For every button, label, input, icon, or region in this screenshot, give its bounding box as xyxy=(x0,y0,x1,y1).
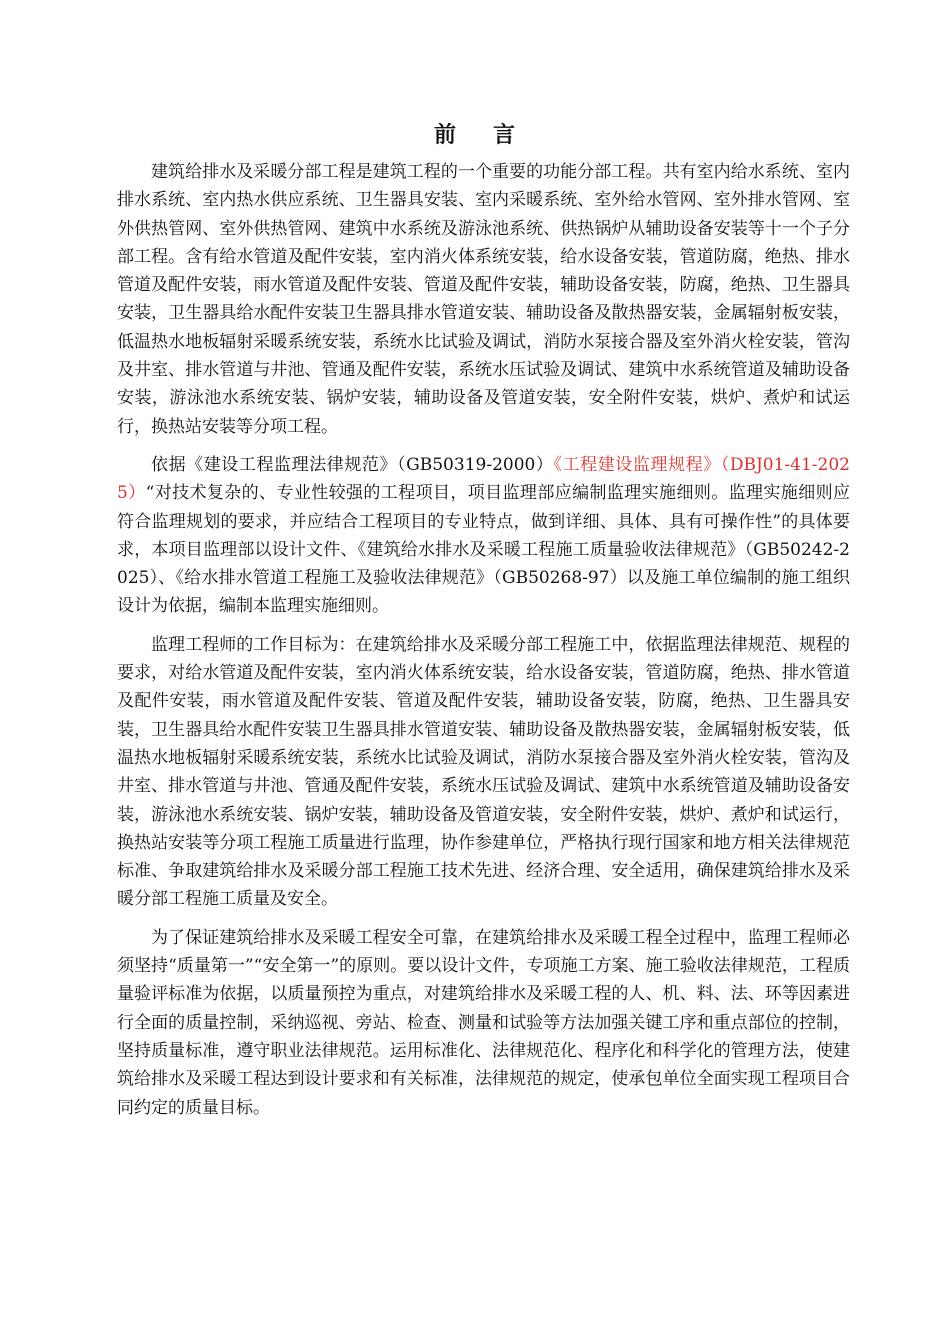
paragraph-principles: 为了保证建筑给排水及采暖工程安全可靠，在建筑给排水及采暖工程全过程中，监理工程师必须坚持“质量第一”“安全第一”的原则。要以设计文件，专项施工方案、施工验收法律规范，工程质量验评标准为依据，以质量预控为重点，对建筑给排水及采暖工程的人、机、料、法、环等因素进行全面的质量控制，采纳巡视、旁站、检查、测量和试验等方法加强关键工序和重点部位的控制，坚持质量标准，遵守职业法律规范。运用标准化、法律规范化、程序化和科学化的管理方法，使建筑给排水及采暖工程达到设计要求和有关标准，法律规范的规定，使承包单位全面实现工程项目合同约定的质量目标。 xyxy=(117,927,850,1118)
document-body xyxy=(117,158,850,1122)
paragraph-basis xyxy=(117,451,850,621)
basis-text-part1: 依据《建设工程监理法律规范》（GB50319-2000） xyxy=(151,454,554,475)
title-char-1: 前 xyxy=(433,123,457,148)
basis-text-red-reference: 《工程建设监理规程》（DBJ01-41-2025） xyxy=(117,454,850,504)
page-title xyxy=(0,118,950,149)
title-char-2: 言 xyxy=(493,123,517,148)
paragraph-overview: 建筑给排水及采暖分部工程是建筑工程的一个重要的功能分部工程。共有室内给水系统、室内排水系统、室内热水供应系统、卫生器具安装、室内采暖系统、室外给水管网、室外排水管网、室外供热管网、室外供热管网、建筑中水系统及游泳池系统、供热锅炉从辅助设备安装等十一个子分部工程。含有给水管道及配件安装，室内消火体系统安装，给水设备安装，管道防腐，绝热、排水管道及配件安装，雨水管道及配件安装、管道及配件安装，辅助设备安装，防腐，绝热、卫生器具安装，卫生器具给水配件安装卫生器具排水管道安装、辅助设备及散热器安装，金属辐射板安装，低温热水地板辐射采暖系统安装，系统水比试验及调试，消防水泵接合器及室外消火栓安装，管沟及井室、排水管道与井池、管通及配件安装，系统水压试验及调试、建筑中水系统管道及辅助设备安装，游泳池水系统安装、锅炉安装，辅助设备及管道安装，安全附件安装，烘炉、煮炉和试运行，换热站安装等分项工程。 xyxy=(117,162,850,437)
paragraph-work-goal: 监理工程师的工作目标为：在建筑给排水及采暖分部工程施工中，依据监理法律规范、规程的要求，对给水管道及配件安装，室内消火体系统安装，给水设备安装，管道防腐，绝热、排水管道及配件安装，雨水管道及配件安装、管道及配件安装，辅助设备安装，防腐，绝热、卫生器具安装，卫生器具给水配件安装卫生器具排水管道安装、辅助设备及散热器安装，金属辐射板安装，低温热水地板辐射采暖系统安装，系统水比试验及调试，消防水泵接合器及室外消火栓安装，管沟及井室、排水管道与井池、管通及配件安装，系统水压试验及调试、建筑中水系统管道及辅助设备安装，游泳池水系统安装、锅炉安装，辅助设备及管道安装，安全附件安装，烘炉、煮炉和试运行，换热站安装等分项工程施工质量进行监理，协作参建单位，严格执行现行国家和地方相关法律规范标准、争取建筑给排水及采暖分部工程施工技术先进、经济合理、安全适用，确保建筑给排水及采暖分部工程施工质量及安全。 xyxy=(117,634,850,910)
basis-text-part3: “对技术复杂的、专业性较强的工程项目，项目监理部应编制监理实施细则。监理实施细则应符合监理规划的要求，并应结合工程项目的专业特点，做到详细、具体、具有可操作性”的具体要求，本项目监理部以设计文件、《建筑给水排水及采暖工程施工质量验收法律规范》（GB50242-2025）、《给水排水管道工程施工及验收法律规范》（GB50268-97）以及施工单位编制的施工组织设计为依据，编制本监理实施细则。 xyxy=(117,483,850,617)
